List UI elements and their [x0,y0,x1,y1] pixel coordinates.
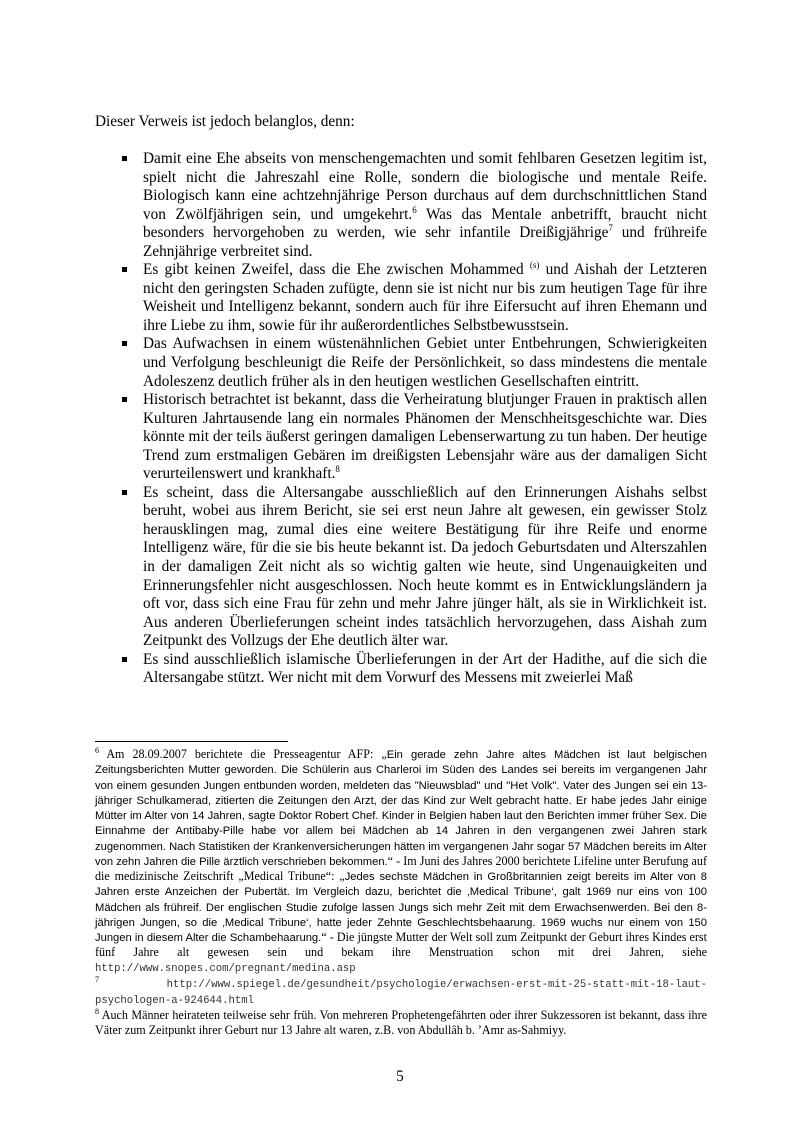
footnote-ref-8[interactable]: 8 [335,464,340,475]
list-item: Es scheint, dass die Altersangabe ausschließlich auf den Erinnerungen Aishahs selbst beruht, wobei aus ihrem Bericht, sie sei erst neun Jahre alt gewesen, ein gewisser Stolz herausklingen mag, zumal dies eine weitere Bestätigung für ihre Reife und enorme Intelligenz wäre, für die sie bis heute bekannt ist. Da jedoch Geburtsdaten und Alterszahlen in der damaligen Zeit nicht als so wichtig galten wie heute, sind Ungenauigkeiten und Erinnerungsfehler nicht ausgeschlossen. Noch heute kommt es in Entwicklungsländern ja oft vor, dass sich eine Frau für zehn und mehr Jahre jünger hält, als sie in Wirklichkeit ist. Aus anderen Überlieferungen scheint indes tatsächlich hervorzugehen, dass Aishah zum Zeitpunkt des Vollzugs der Ehe deutlich älter war. [95,484,707,651]
list-item: Es gibt keinen Zweifel, dass die Ehe zwischen Mohammed $^{(s)}$ und Aishah der Letzteren nicht den geringsten Schaden zufügte, denn sie ist nicht nur bis zum heutigen Tage für ihre Weisheit und Intelligenz bekannt, sondern auch für ihre Eifersucht auf ihren Ehemann und ihre Liebe zu ihm, sowie für ihr außerordentliches Selbstbewusstsein. [95,261,707,335]
intro-paragraph: Dieser Verweis ist jedoch belanglos, denn: [95,113,355,130]
argument-list [95,150,707,688]
footnote-separator [95,741,288,742]
footnotes [95,747,707,1037]
footnote-ref-6[interactable]: 6 [412,204,417,215]
footnote-ref-7[interactable]: 7 [608,223,613,234]
list-item: Damit eine Ehe abseits von menschengemachten und somit fehlbaren Gesetzen legitim ist, spielt nicht die Jahreszahl eine Rolle, sondern die biologische und mentale Reife. Biologisch kann eine achtzehnjährige Person durchaus auf dem durchschnittlichen Stand von Zwölfjährigen sein, und umgekehrt.$^6$ Was das Mentale anbetrifft, braucht nicht besonders hervorgehoben zu werden, wie sehr infantile Dreißigjährige$^7$ und frühreife Zehnjährige verbreitet sind. [95,150,707,261]
footnote-7: $^7$ http://www.spiegel.de/gesundheit/psychologie/erwachsen-erst-mit-25-statt-mit-18-laut-psychologen-a-924644.html [95,974,707,1007]
page-number: 5 [396,1068,404,1085]
footnote-link[interactable]: http://www.spiegel.de/gesundheit/psychologie/erwachsen-erst-mit-25-statt-mit-18-laut-psychologen-a-924644.html [95,978,707,1007]
footnote-6: $^6$ Am 28.09.2007 berichtete die Presseagentur AFP: „Ein gerade zehn Jahre altes Mädchen ist laut belgischen Zeitungsberichten Mutter geworden. Die Schülerin aus Charleroi im Süden des Landes sei bereits im vergangenen Jahr von einem gesunden Jungen entbunden worden, meldeten das "Nieuwsblad" und "Het Volk". Vater des Jungen sei ein 13-jähriger Schulkamerad, zitierten die Zeitungen den Arzt, der das Kind zur Welt gebracht hatte. Er habe jedes Jahr einige Mütter im Alter von 14 Jahren, sagte Doktor Robert Chef. Kinder in Belgien haben laut den Berichten immer früher Sex. Die Einnahme der Antibaby-Pille habe vor allem bei Mädchen ab 14 Jahren in den vergangenen zwei Jahren stark zugenommen. Nach Statistiken der Krankenversicherungen hätten im vergangenen Jahr sogar 57 Mädchen bereits im Alter von zehn Jahren die Pille ärztlich verschrieben bekommen.“ - Im Juni des Jahres 2000 berichtete Lifeline unter Berufung auf die medizinische Zeitschrift „Medical Tribune“: „Jedes sechste Mädchen in Großbritannien zeigt bereits im Alter von 8 Jahren erste Anzeichen der Pubertät. Im Vergleich dazu, berichtet die ‚Medical Tribune‘, galt 1969 nur eins von 100 Mädchen als frühreif. Der englischen Studie zufolge lassen Jungs sich mehr Zeit mit dem Erwachsenwerden. Bei den 8-jährigen Jungen, so die ‚Medical Tribune‘, hatte jeder Zehnte Geschlechtsbehaarung. 1969 wuchs nur einem von 150 Jungen in diesem Alter die Schambehaarung.“ - Die jüngste Mutter der Welt soll zum Zeitpunkt der Geburt ihres Kindes erst fünf Jahre alt gewesen sein und bekam ihre Menstruation schon mit drei Jahren, siehe http://www.snopes.com/pregnant/medina.asp [95,746,707,975]
list-item: Das Aufwachsen in einem wüstenähnlichen Gebiet unter Entbehrungen, Schwierigkeiten und Verfolgung beschleunigt die Reife der Persönlichkeit, so dass mindestens die mentale Adoleszenz deutlich früher als in den heutigen westlichen Gesellschaften eintritt. [95,335,707,391]
list-item: Historisch betrachtet ist bekannt, dass die Verheiratung blutjunger Frauen in praktisch allen Kulturen Jahrtausende lang ein normales Phänomen der Menschheitsgeschichte war. Dies könnte mit der teils äußerst geringen damaligen Lebenserwartung zu tun haben. Der heutige Trend zum erstmaligen Gebären im dreißigsten Lebensjahr wäre aus der damaligen Sicht verurteilenswert und krankhaft.$^8$ [95,391,707,484]
footnote-8: $^8$ Auch Männer heirateten teilweise sehr früh. Von mehreren Prophetengefährten oder ihrer Sukzessoren ist bekannt, dass ihre Väter zum Zeitpunkt ihrer Geburt nur 13 Jahre alt waren, z.B. von Abdullâh b. ’Amr as-Sahmiyy. [95,1007,707,1037]
list-item: Es sind ausschließlich islamische Überlieferungen in der Art der Hadithe, auf die sich die Altersangabe stützt. Wer nicht mit dem Vorwurf des Messens mit zweierlei Maß [95,651,707,688]
honorific-mark: (s) [529,260,540,271]
footnote-link[interactable]: http://www.snopes.com/pregnant/medina.asp [95,962,356,975]
